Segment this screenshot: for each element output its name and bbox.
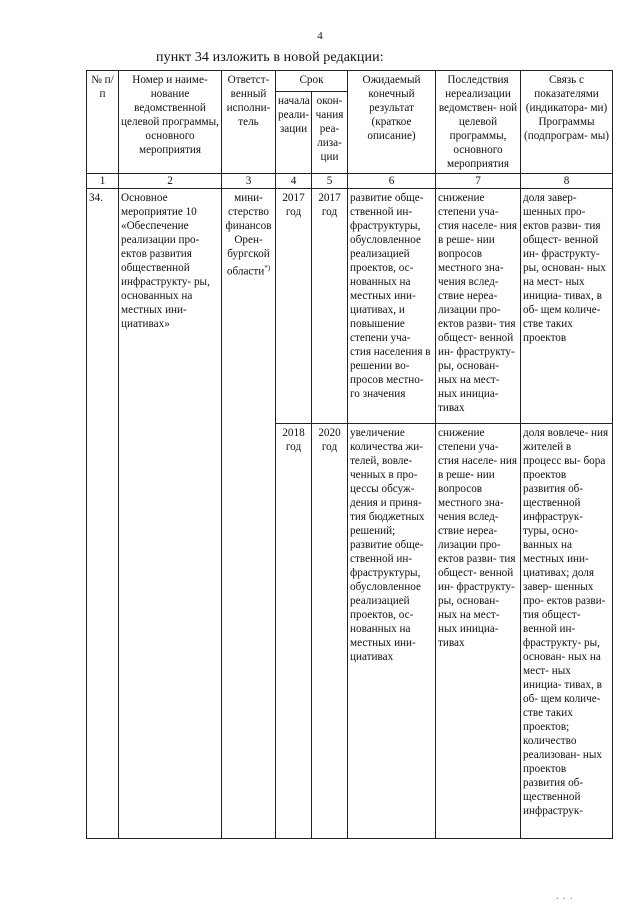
column-number: 8 [521,174,613,189]
program-table [86,70,613,839]
header-num: № п/п [87,71,119,174]
row-responsible [222,189,276,839]
header-row [87,71,613,92]
column-number: 1 [87,174,119,189]
column-number: 5 [312,174,348,189]
column-number: 2 [119,174,222,189]
row-link-2: доля вовлече- ния жителей в процесс вы- бора проектов развития об- щественной инфраструк- туры, осно- ванных на местных ини- циативах; доля завер- шенных про- ектов разви- тия общест- венной ин- фраструкту- ры, основан- ных на мест- ных инициа- тивах, в об- щем количе- стве таких проектов; количество реализован- ных проектов развития об- щественной инфраструк- [521,424,613,839]
header-term-start: начала реали- зации [276,91,312,173]
row-expected-2: увеличение количества жи- телей, вовле- ченных в про- цессы обсуж- дения и приня- тия бюджетных решений; развитие обще- ственной ин- фраструктуры, обусловленное реализацией проектов, ос- нованных на местных ини- циативах [348,424,436,839]
header-expected: Ожидаемый конечный результат (краткое описание) [348,71,436,174]
header-link: Связь с показателями (индикатора- ми) Программы (подпрограм- мы) [521,71,613,174]
row-consequences-1: снижение степени уча- стия населе- ния в реше- нии вопросов местного зна- чения вслед- ствие нереа- лизации про- ектов разви- тия общест- венной ин- фраструкту- ры, основан- ных на мест- ных инициа- тивах [436,189,521,424]
row-start-1: 2017 год [276,189,312,424]
row-end-2: 2020 год [312,424,348,839]
column-number: 3 [222,174,276,189]
column-number: 6 [348,174,436,189]
header-name: Номер и наиме- нование ведомственной целевой программы, основного мероприятия [119,71,222,174]
header-term: Срок [276,71,348,92]
page-number: 4 [317,30,323,42]
row-name: Основное мероприятие 10 «Обеспечение реализации про- ектов развития общественной инфраструкту- ры, основанных на местных ини- циативах» [119,189,222,839]
row-responsible-text: мини- стерство финансов Орен- бургской области [225,192,272,278]
intro-text: пункт 34 изложить в новой редакции: [156,50,384,65]
column-number-row [87,174,613,189]
row-num: 34. [87,189,119,839]
column-number: 4 [276,174,312,189]
table-row [87,189,613,424]
header-consequences: Последствия нереализации ведомствен- ной целевой программы, основного мероприятия [436,71,521,174]
row-end-1: 2017 год [312,189,348,424]
row-start-2: 2018 год [276,424,312,839]
header-responsible: Ответст- венный исполни- тель [222,71,276,174]
row-consequences-2: снижение степени уча- стия населе- ния в реше- нии вопросов местного зна- чения вслед- ствие нереа- лизации про- ектов разви- тия общест- венной ин- фраструкту- ры, основан- ных на мест- ных инициа- тивах [436,424,521,839]
scan-artifact: . . . [556,891,574,902]
column-number: 7 [436,174,521,189]
footnote-mark: *) [264,264,271,272]
row-expected-1: развитие обще- ственной ин- фраструктуры, обусловленное реализацией проектов, ос- нованных на местных ини- циативах, и повышение степени уча- стия населения в решении во- просов местно- го значения [348,189,436,424]
row-link-1: доля завер- шенных про- ектов разви- тия общест- венной ин- фраструкту- ры, основан- ных на мест- ных инициа- тивах, в об- щем количе- стве таких проектов [521,189,613,424]
header-term-end: окон- чания реа- лиза- ции [312,91,348,173]
